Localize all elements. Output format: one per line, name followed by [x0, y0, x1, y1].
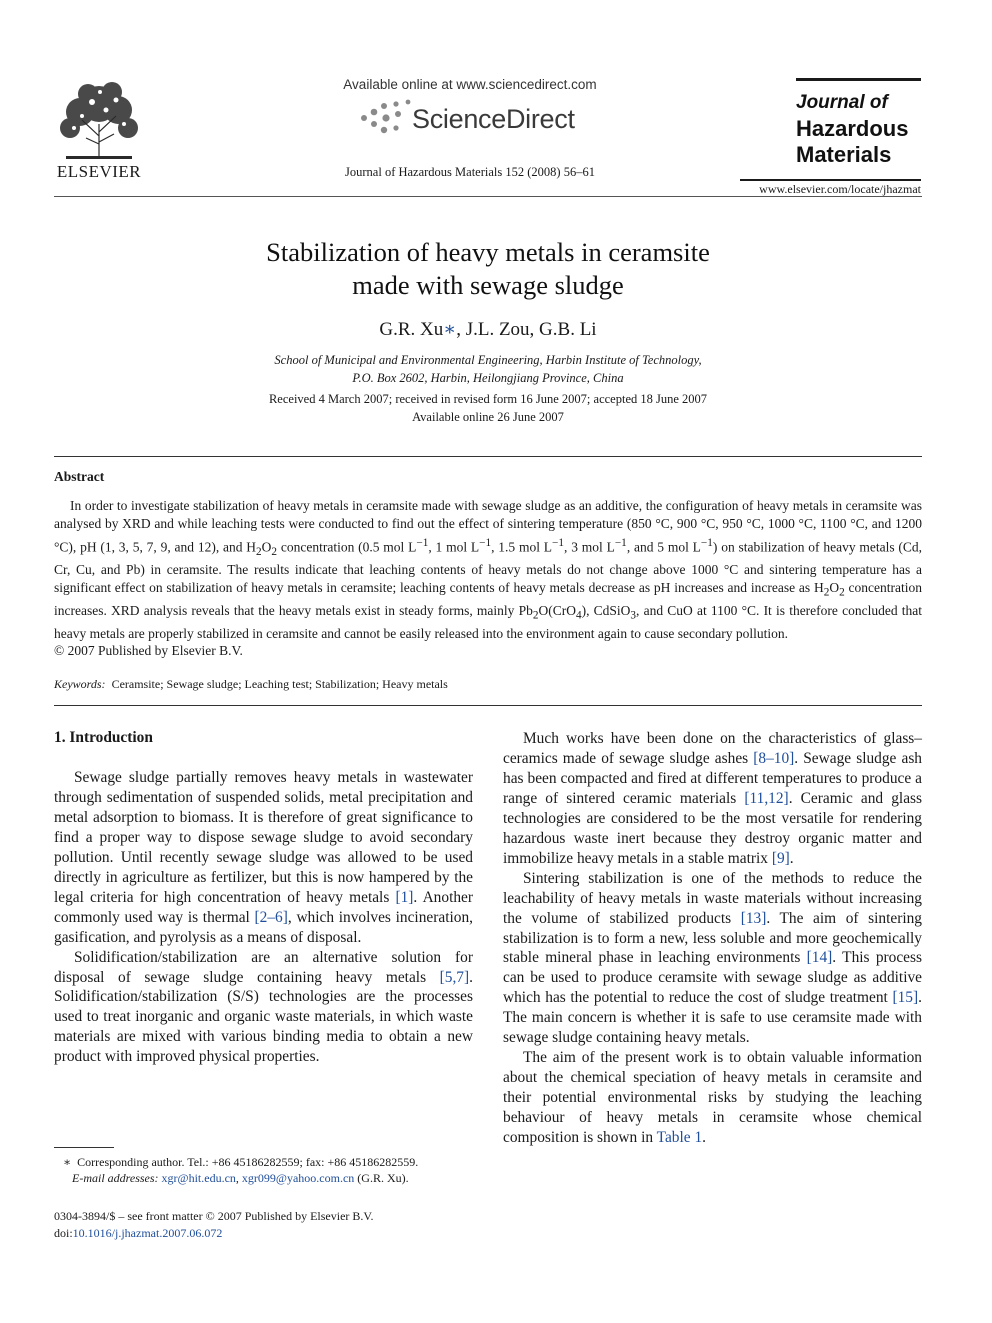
- footnote-divider: [54, 1147, 114, 1148]
- author-list: [250, 318, 726, 341]
- journal-url-link[interactable]: www.elsevier.com/locate/jhazmat: [759, 182, 921, 196]
- affiliation-line-2: P.O. Box 2602, Harbin, Heilongjiang Province, China: [352, 371, 624, 385]
- abstract-bottom-divider: [54, 705, 922, 706]
- citation-link[interactable]: [8–10]: [753, 749, 795, 767]
- header-divider: [54, 196, 922, 197]
- affiliation: [200, 351, 776, 387]
- sciencedirect-logo-text[interactable]: ScienceDirect: [412, 104, 575, 134]
- email-link-2[interactable]: xgr099@yahoo.com.cn: [241, 1171, 355, 1185]
- history-received: Received 4 March 2007; received in revised form 16 June 2007; accepted 18 June 2007: [268, 392, 708, 406]
- keywords-label: Keywords:: [54, 677, 106, 691]
- doi-line: [54, 1225, 474, 1242]
- footnote-line-1: [54, 1154, 474, 1170]
- intro-paragraph-3: Much works have been done on the characteristics of glass–ceramics made of sewage sludge ashes [8–10]. Sewage sludge ash has been compacted and fired at different temperatures to produce a range of sintered ceramic materials [11,12]. Ceramic and glass technologies are considered to be the most versatile for rendering hazardous waste inert because they destroy organic matter and immobilize heavy metals in a stable matrix [9].: [503, 730, 923, 867]
- citation-link[interactable]: [1]: [395, 888, 414, 906]
- doi-label: doi:: [54, 1226, 73, 1240]
- footnote-mark: ∗: [63, 1155, 72, 1169]
- affiliation-line-1: School of Municipal and Environmental Engineering, Harbin Institute of Technology,: [274, 353, 702, 367]
- title-line-2: made with sewage sludge: [352, 270, 624, 300]
- journal-logo-top-rule: [796, 78, 921, 81]
- journal-title-line-3: Materials: [796, 142, 892, 167]
- table-link[interactable]: Table 1: [656, 1129, 703, 1147]
- article-history: [200, 390, 776, 426]
- other-authors: , J.L. Zou, G.B. Li: [456, 319, 597, 340]
- abstract-body: In order to investigate stabilization of heavy metals in ceramsite made with sewage sludge as an additive, the configuration of heavy metals in ceramsite was analysed by XRD and while leaching tests were conducted to find out the effect of sintering temperature (850 °C, 900 °C, 950 °C, 1000 °C, 1100 °C, and 1200 °C), pH (1, 3, 5, 7, 9, and 12), and $H_2O_2$ concentration (0.5 mol $L^{-1}$, 1 mol $L^{-1}$, 1.5 mol $L^{-1}$, 3 mol $L^{-1}$, and 5 mol $L^{-1}$) on stabilization of heavy metals (Cd, Cr, Cu, and Pb) in ceramsite. The results indicate that leaching contents of heavy metals do not change above 1000 °C and sintering temperature has a significant effect on stabilization of heavy metals in ceramsite; leaching contents of heavy metals decrease as pH increases and increase as $H_2O_2$ concentration increases. XRD analysis reveals that the heavy metals exist in steady forms, mainly $Pb_2O(CrO_4)$, CdSiO$_3$, and CuO at 1100 °C. It is therefore concluded that heavy metals are properly stabilized in ceramsite and cannot be easily released into the environment again to cause secondary pollution.: [54, 498, 923, 642]
- intro-paragraph-5: The aim of the present work is to obtain valuable information about the chemical speciation of heavy metals in ceramsite and their potential environmental risks by studying the leaching behaviour of heavy metals in ceramsite whose chemical composition is shown in Table 1.: [503, 1049, 922, 1147]
- corresponding-author-footnote: [54, 1154, 474, 1186]
- title-line-1: Stabilization of heavy metals in ceramsite: [266, 237, 710, 267]
- citation-link[interactable]: [11,12]: [744, 789, 789, 807]
- history-available: Available online 26 June 2007: [412, 410, 564, 424]
- footnote-corresponding: Corresponding author. Tel.: +86 45186282559; fax: +86 45186282559.: [77, 1155, 419, 1169]
- article-title: [150, 236, 826, 302]
- section-heading-introduction: 1. Introduction: [54, 729, 153, 746]
- citation-link[interactable]: [2–6]: [254, 908, 288, 926]
- journal-citation: Journal of Hazardous Materials 152 (2008) 56–61: [345, 165, 595, 179]
- intro-paragraph-1: Sewage sludge partially removes heavy metals in wastewater through sedimentation of suspended solids, metal precipitation and metal adsorption to biomass. It is therefore of great significance to find a proper way to dispose sewage sludge to avoid secondary pollution. Until recently sewage sludge was allowed to be used directly in agriculture as fertilizer, but this is now hampered by the legal criteria for high concentration of heavy metals [1]. Another commonly used way is thermal [2–6], which involves incineration, gasification, and pyrolysis as a means of disposal.: [54, 769, 473, 946]
- page-footer: [54, 1208, 474, 1242]
- citation-link[interactable]: [15]: [892, 989, 919, 1007]
- abstract-heading: Abstract: [54, 469, 105, 484]
- journal-logo-title: [796, 90, 931, 168]
- sciencedirect-dots-icon: [356, 98, 416, 138]
- abstract-top-divider: [54, 456, 922, 457]
- footnote-line-2: E-mail addresses: xgr@hit.edu.cn, xgr099@yahoo.com.cn (G.R. Xu).: [72, 1171, 409, 1185]
- email-label: E-mail addresses:: [72, 1171, 159, 1185]
- keywords: [54, 677, 448, 692]
- citation-link[interactable]: [5,7]: [439, 968, 470, 986]
- journal-title-line-2: Hazardous: [796, 116, 909, 141]
- intro-paragraph-4: Sintering stabilization is one of the methods to reduce the leachability of heavy metals in waste materials without increasing the volume of stabilized products [13]. The aim of sintering stabilization is to form a new, less soluble and more geochemically stable mineral phase in leaching environments [14]. This process can be used to produce ceramsite with sewage sludge as additive which has the potential to reduce the cost of sludge treatment [15]. The main concern is whether it is safe to use ceramsite made with sewage sludge containing heavy metals.: [503, 869, 922, 1047]
- first-author: G.R. Xu: [379, 319, 444, 340]
- intro-paragraph-2: Solidification/stabilization are an alternative solution for disposal of sewage sludge containing heavy metals [5,7]. Solidification/stabilization (S/S) technologies are the processes used to treat inorganic and organic waste materials, in which waste materials are mixed with various binding media to obtain a new product with improved physical properties.: [54, 948, 473, 1066]
- corresponding-author-mark-link[interactable]: ∗: [443, 319, 457, 340]
- email-suffix: (G.R. Xu).: [357, 1171, 409, 1185]
- journal-title-line-1: Journal of: [796, 92, 888, 113]
- keywords-list: Ceramsite; Sewage sludge; Leaching test; Stabilization; Heavy metals: [111, 677, 448, 691]
- citation-link[interactable]: [13]: [740, 909, 767, 927]
- email-link-1[interactable]: xgr@hit.edu.cn: [161, 1171, 236, 1185]
- journal-logo-bottom-rule: [740, 179, 921, 181]
- publisher-logo-text: ELSEVIER: [56, 162, 142, 181]
- available-online-note[interactable]: Available online at www.sciencedirect.com: [343, 77, 597, 92]
- citation-link[interactable]: [9]: [771, 849, 790, 867]
- doi-link[interactable]: 10.1016/j.jhazmat.2007.06.072: [72, 1226, 223, 1240]
- body-column-right: [503, 729, 922, 1148]
- issn-line: 0304-3894/$ – see front matter © 2007 Published by Elsevier B.V.: [54, 1209, 374, 1223]
- body-column-left: [54, 768, 473, 1067]
- abstract-copyright: © 2007 Published by Elsevier B.V.: [54, 643, 243, 658]
- citation-link[interactable]: [14]: [806, 949, 833, 967]
